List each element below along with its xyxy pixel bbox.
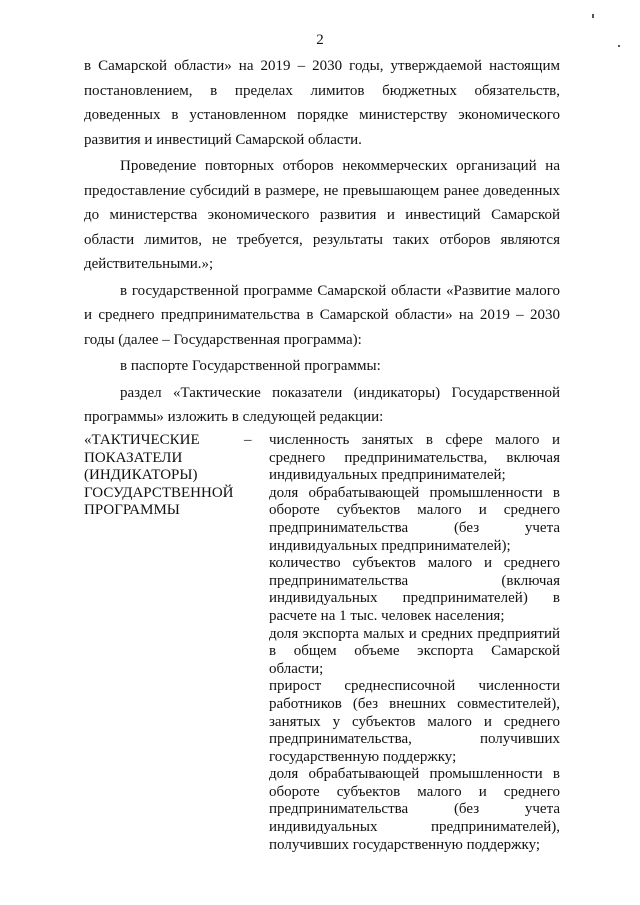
indicator-item: численность занятых в сфере малого и среднего предпринимательства, включая индивидуальных предпринимателей; <box>269 432 560 484</box>
indicator-item: количество субъектов малого и среднего предпринимательства (включая индивидуальных предпринимателей) в расчете на 1 тыс. человек населения; <box>269 555 560 624</box>
heading-line: (ИНДИКАТОРЫ) <box>84 467 198 484</box>
heading-line: «ТАКТИЧЕСКИЕ <box>84 432 200 448</box>
indicators-heading <box>84 432 254 520</box>
indicators-list <box>269 432 560 854</box>
indicator-item: прирост среднесписочной численности работников (без внешних совместителей), занятых у субъектов малого и среднего предпринимательства, получивших государственную поддержку; <box>269 678 560 765</box>
paragraph-passport: в паспорте Государственной программы: <box>120 358 381 374</box>
heading-dash: – <box>244 432 252 448</box>
indicator-item: доля обрабатывающей промышленности в обороте субъектов малого и среднего предпринимательства (без учета индивидуальных предпринимателей), получивших государственную поддержку; <box>269 766 560 853</box>
indicator-item: доля экспорта малых и средних предприятий в общем объеме экспорта Самарской области; <box>269 625 560 677</box>
scan-speck <box>618 45 620 47</box>
paragraph-repeat-selection: Проведение повторных отборов некоммерческих организаций на предоставление субсидий в размере, не превышающем ранее доведенных до министерства экономического развития и инвестиций Самарской области лимитов, не требуется, результаты таких отборов являются действительными.»; <box>84 158 560 272</box>
paragraph-state-program: в государственной программе Самарской области «Развитие малого и среднего предпринимательства в Самарской области» на 2019 – 2030 годы (далее – Государственная программа): <box>84 282 560 348</box>
heading-line: ПОКАЗАТЕЛИ <box>84 449 183 466</box>
indicator-item: доля обрабатывающей промышленности в обороте субъектов малого и среднего предпринимательства (без учета индивидуальных предпринимателей); <box>269 484 560 554</box>
paragraph-continuation: в Самарской области» на 2019 – 2030 годы, утверждаемой настоящим постановлением, в пределах лимитов бюджетных обязательств, доведенных в установленном порядке министерству экономического развития и инвестиций Самарской области. <box>84 58 560 148</box>
page-number: 2 <box>316 32 324 48</box>
body-text <box>84 54 560 430</box>
paragraph-section-edit: раздел «Тактические показатели (индикаторы) Государственной программы» изложить в следующей редакции: <box>84 384 560 425</box>
heading-line: ГОСУДАРСТВЕННОЙ <box>84 484 234 501</box>
heading-line: ПРОГРАММЫ <box>84 502 180 519</box>
scan-speck <box>592 14 594 18</box>
